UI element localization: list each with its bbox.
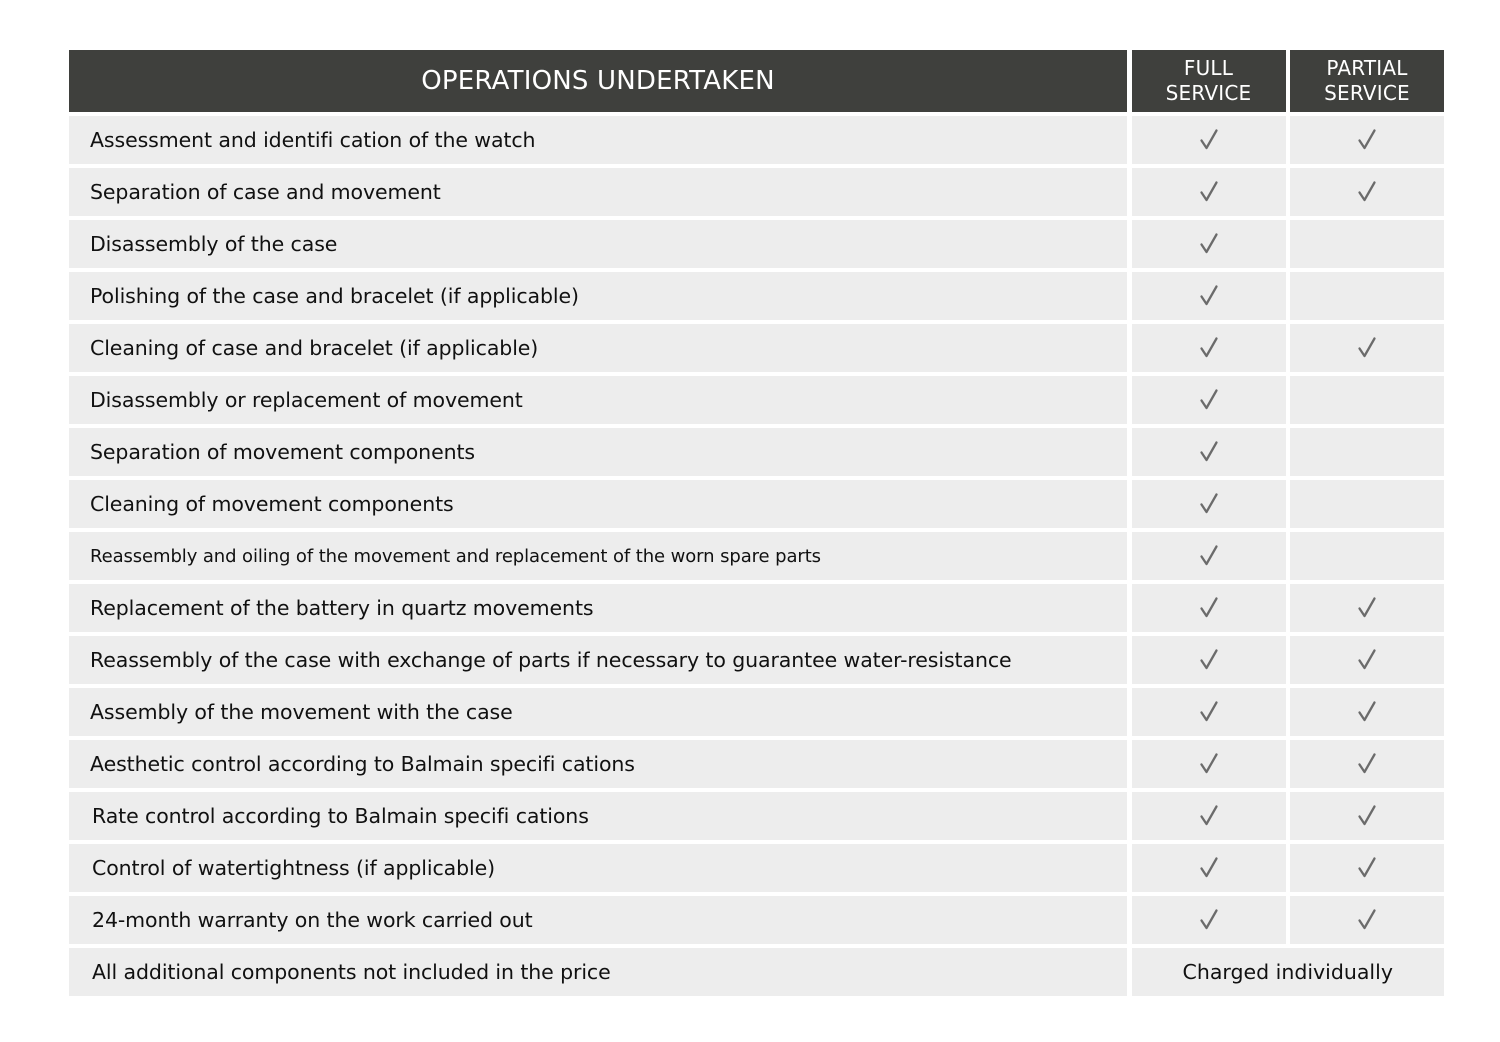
check-icon <box>1197 908 1221 932</box>
full-service-cell <box>1132 844 1286 892</box>
check-icon <box>1355 596 1379 620</box>
operation-label: Rate control according to Balmain specifi cations <box>69 792 1127 840</box>
full-service-cell <box>1132 688 1286 736</box>
operation-label: Assessment and identifi cation of the watch <box>69 116 1127 164</box>
partial-service-cell <box>1290 532 1444 580</box>
operations-header: OPERATIONS UNDERTAKEN <box>69 50 1127 112</box>
check-icon <box>1355 700 1379 724</box>
operation-label: Reassembly of the case with exchange of parts if necessary to guarantee water-resistance <box>69 636 1127 684</box>
check-icon <box>1197 648 1221 672</box>
operation-label: Separation of case and movement <box>69 168 1127 216</box>
operation-label: Assembly of the movement with the case <box>69 688 1127 736</box>
partial-service-cell <box>1290 844 1444 892</box>
check-icon <box>1197 492 1221 516</box>
check-icon <box>1197 336 1221 360</box>
full-service-cell <box>1132 324 1286 372</box>
check-icon <box>1197 804 1221 828</box>
check-icon <box>1197 752 1221 776</box>
full-service-cell <box>1132 532 1286 580</box>
check-icon <box>1197 388 1221 412</box>
partial-service-cell <box>1290 324 1444 372</box>
partial-service-cell <box>1290 636 1444 684</box>
operation-label: Reassembly and oiling of the movement and replacement of the worn spare parts <box>69 532 1127 580</box>
operation-label: Separation of movement components <box>69 428 1127 476</box>
full-service-cell <box>1132 428 1286 476</box>
partial-service-cell <box>1290 688 1444 736</box>
check-icon <box>1355 648 1379 672</box>
full-service-header: FULL SERVICE <box>1132 50 1286 112</box>
full-service-cell <box>1132 168 1286 216</box>
check-icon <box>1197 180 1221 204</box>
partial-service-cell <box>1290 792 1444 840</box>
check-icon <box>1197 440 1221 464</box>
partial-service-cell <box>1290 740 1444 788</box>
check-icon <box>1355 128 1379 152</box>
full-service-cell <box>1132 272 1286 320</box>
check-icon <box>1355 908 1379 932</box>
partial-service-cell <box>1290 272 1444 320</box>
operation-label: Cleaning of case and bracelet (if applicable) <box>69 324 1127 372</box>
partial-service-cell <box>1290 480 1444 528</box>
check-icon <box>1197 128 1221 152</box>
operation-label: Cleaning of movement components <box>69 480 1127 528</box>
full-service-cell <box>1132 480 1286 528</box>
partial-service-cell <box>1290 376 1444 424</box>
check-icon <box>1355 804 1379 828</box>
partial-service-cell <box>1290 168 1444 216</box>
check-icon <box>1355 180 1379 204</box>
operation-label: Disassembly or replacement of movement <box>69 376 1127 424</box>
operation-label: Aesthetic control according to Balmain specifi cations <box>69 740 1127 788</box>
check-icon <box>1355 856 1379 880</box>
partial-service-cell <box>1290 896 1444 944</box>
check-icon <box>1197 284 1221 308</box>
operation-label: Polishing of the case and bracelet (if applicable) <box>69 272 1127 320</box>
full-service-cell <box>1132 740 1286 788</box>
partial-service-cell <box>1290 220 1444 268</box>
partial-service-cell <box>1290 428 1444 476</box>
check-icon <box>1197 596 1221 620</box>
partial-service-cell <box>1290 584 1444 632</box>
full-service-cell <box>1132 584 1286 632</box>
check-icon <box>1355 752 1379 776</box>
full-service-cell <box>1132 896 1286 944</box>
full-service-cell <box>1132 220 1286 268</box>
full-service-cell <box>1132 116 1286 164</box>
partial-service-cell <box>1290 116 1444 164</box>
operation-label: Disassembly of the case <box>69 220 1127 268</box>
full-service-cell <box>1132 376 1286 424</box>
full-service-cell <box>1132 636 1286 684</box>
service-operations-table <box>69 50 1444 996</box>
check-icon <box>1197 700 1221 724</box>
operation-label: Replacement of the battery in quartz movements <box>69 584 1127 632</box>
check-icon <box>1355 336 1379 360</box>
partial-service-header: PARTIAL SERVICE <box>1290 50 1444 112</box>
full-service-cell <box>1132 792 1286 840</box>
check-icon <box>1197 232 1221 256</box>
check-icon <box>1197 856 1221 880</box>
check-icon <box>1197 544 1221 568</box>
operation-label: Control of watertightness (if applicable) <box>69 844 1127 892</box>
operation-label: 24-month warranty on the work carried out <box>69 896 1127 944</box>
charged-individually-cell: Charged individually <box>1132 948 1445 996</box>
additional-components-label: All additional components not included in the price <box>69 948 1127 996</box>
